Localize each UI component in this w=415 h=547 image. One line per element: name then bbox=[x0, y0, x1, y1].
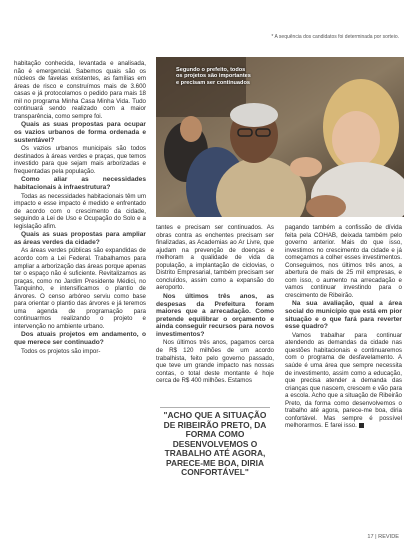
paragraph: Os vazios urbanos municipais são todos destinados à áreas verdes e praças, que temos investido para que sejam mais arborizadas e frequentadas pela população. bbox=[14, 145, 146, 175]
photo-prefeito bbox=[156, 57, 404, 217]
paragraph: pagando também a confissão de dívida feita pela COHAB, deixada também pelo governo anterior. Mais do que isso, investimos no crescimento da cidade e já começamos a colher esses investimentos. Conseguimos, nos últimos três anos, a abertura de mais de 25 mil empresas, e com isso, o aumento na arrecadação e vamos continuar investindo para o crescimento de Ribeirão. bbox=[285, 224, 402, 299]
paragraph: Nos últimos três anos, pagamos cerca de R$ 120 milhões de um acordo trabalhista, feito pelo governo passado, que teve um grande impacto nas nossas contas, o total deste montante é hoje cerca de R$ 400 milhões. Estamos bbox=[156, 339, 274, 385]
paragraph: As áreas verdes públicas são expandidas de acordo com a Lei Federal. Trabalhamos para ampliar a arborização das áreas porque apenas ter o espaço não é suficiente. Revitalizamos as praças, como no Jardim Presidente Médici, no Tanquinho, e intensificamos o plantio de árvores. O censo arbóreo serviu como base para orientar o plantio das árvores e já teremos uma agenda de programação para continuarmos realizando o projeto e intervenção no ambiente urbano. bbox=[14, 247, 146, 330]
page-number: 17 | REVIDE bbox=[367, 534, 399, 540]
interview-question: Nos últimos três anos, as despesas da Prefeitura foram maiores que a arrecadação. Como pretende equilibrar o orçamento e ainda conseguir recursos para novos investimentos? bbox=[156, 292, 274, 338]
column-2 bbox=[156, 224, 274, 386]
interview-question: Dos atuais projetos em andamento, o que merece ser continuado? bbox=[14, 331, 146, 347]
paragraph: tantes e precisam ser continuados. As obras contra as enchentes precisam ser finalizadas, as Academias ao Ar Livre, que ajudam na prevenção de doenças e melhoram a qualidade de vida da população, a implantação de ciclovias, o Distrito Empresarial, também precisam ser concluídos, assim como a expansão do aeroporto. bbox=[156, 224, 274, 292]
column-1 bbox=[14, 60, 146, 356]
interview-question: Quais as suas propostas para ampliar as áreas verdes da cidade? bbox=[14, 231, 146, 246]
interview-question: Como aliar as necessidades habitacionais à infraestrutura? bbox=[14, 176, 146, 191]
photo-caption: Segundo o prefeito, todos os projetos são importantes e precisam ser continuados bbox=[176, 67, 251, 86]
paragraph: Vamos trabalhar para continuar atendendo as demandas da cidade nas questões habitacionais e continuaremos com o programa de desfavelamento. A saúde é uma área que sempre necessita de investimento, assim como a educação, que precisa atender a demanda das crianças que nascem, crescem e vão para a escola. Acho que a situação de Ribeirão Preto, da forma como desenvolvemos o trabalho até agora, parece-me boa, diria confortável. Mas sempre é possível melhorarmos. E farei isso. bbox=[285, 331, 402, 430]
footnote: * A sequência dos candidatos foi determinada por sorteio. bbox=[271, 34, 399, 40]
column-3 bbox=[285, 224, 402, 431]
interview-question: Na sua avaliação, qual a área social do município que está em pior situação e o que fará para reverter esse quadro? bbox=[285, 300, 402, 331]
pull-quote: "ACHO QUE A SITUAÇÃO DE RIBEIRÃO PRETO, DA FORMA COMO DESENVOLVEMOS O TRABALHO ATÉ AGORA, PARECE-ME BOA, DIRIA CONFORTÁVEL" bbox=[163, 410, 267, 477]
paragraph: habitação conhecida, levantada e analisada, não é emergencial. Sabemos quais são os núcleos de favelas existentes, as famílias em áreas de risco e construímos mais de 3.600 casas e já protocolamos o pedido para mais 18 mil no programa Minha Casa Minha Vida. Tudo continuará sendo realizado com a maior transparência, como sempre foi. bbox=[14, 60, 146, 120]
pullquote-rule-top bbox=[160, 407, 270, 408]
interview-question: Quais as suas propostas para ocupar os vazios urbanos de forma ordenada e sustentável? bbox=[14, 121, 146, 144]
paragraph: Todos os projetos são impor- bbox=[21, 347, 101, 355]
paragraph: Todas as necessidades habitacionais têm um impacto e esse impacto é medido e enfrentado de acordo com o crescimento da cidade, seguindo a Lei de Uso e Ocupação do Solo e a legislação afim. bbox=[14, 192, 146, 230]
end-of-article-mark bbox=[359, 423, 364, 428]
